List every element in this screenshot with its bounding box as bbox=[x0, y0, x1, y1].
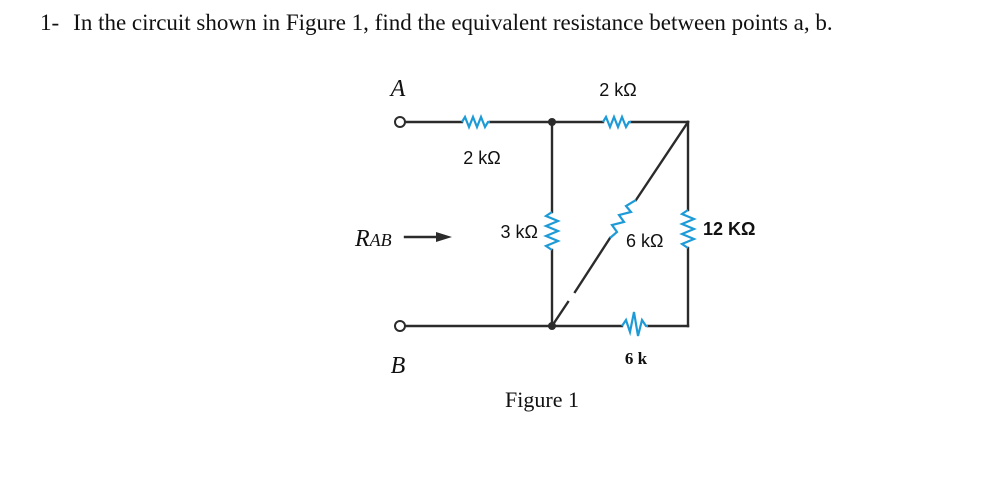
terminal-b-label: B bbox=[390, 353, 406, 379]
resistor-right-vertical-label: 12 KΩ bbox=[703, 219, 756, 239]
resistor-middle-vertical-symbol bbox=[546, 212, 558, 250]
rab-label: RAB bbox=[355, 226, 392, 252]
resistor-right-vertical-symbol bbox=[682, 210, 694, 248]
wire-diagonal-mid bbox=[575, 238, 610, 292]
junction-bottom-mid bbox=[548, 322, 556, 330]
wire-diagonal-upper bbox=[636, 122, 688, 200]
wire-diagonal-lower bbox=[552, 302, 568, 326]
terminal-b-node bbox=[395, 321, 405, 331]
rab-arrow-head bbox=[436, 232, 452, 242]
resistor-bottom-right-label: 6 k bbox=[624, 349, 648, 368]
junction-top-mid bbox=[548, 118, 556, 126]
resistor-top-left-symbol bbox=[462, 117, 490, 127]
figure-caption: Figure 1 bbox=[505, 387, 579, 412]
resistor-top-right-symbol bbox=[603, 117, 631, 127]
resistor-middle-vertical-label: 3 kΩ bbox=[500, 222, 538, 242]
question-text: In the circuit shown in Figure 1, find the equivalent resistance between points a, b. bbox=[73, 10, 833, 35]
resistor-top-right-label: 2 kΩ bbox=[599, 80, 637, 100]
terminal-a-node bbox=[395, 117, 405, 127]
resistor-bottom-right-symbol bbox=[622, 312, 648, 336]
question-number: 1- bbox=[40, 10, 60, 35]
resistor-diagonal-label: 6 kΩ bbox=[626, 231, 664, 251]
resistor-top-left-label: 2 kΩ bbox=[463, 148, 501, 168]
terminal-a-label: A bbox=[390, 76, 406, 102]
